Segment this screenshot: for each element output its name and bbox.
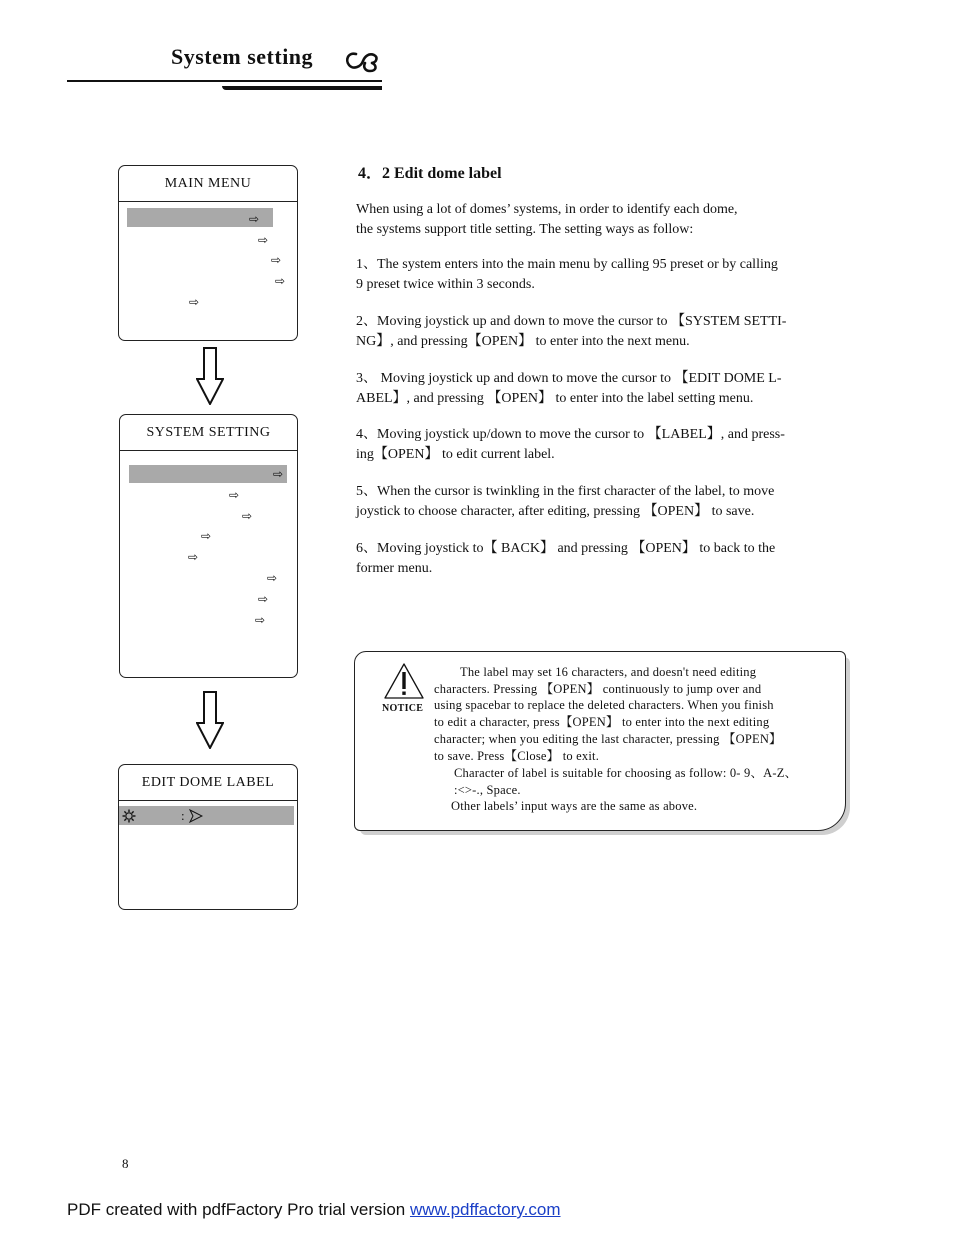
- arrow-right-icon: ⇨: [258, 592, 269, 606]
- edit-dome-label-box: [118, 764, 298, 910]
- header-rule: [67, 80, 382, 82]
- section-title: 4．2 Edit dome label: [358, 165, 502, 182]
- notice-line: to save. Press【Close】 to exit.: [434, 749, 600, 763]
- paragraph: 6、Moving joystick to【 BACK】 and pressing 【OPEN】 to back to the former menu.: [356, 541, 776, 576]
- page-title: System setting: [171, 44, 314, 69]
- arrow-right-icon: ⇨: [189, 295, 200, 309]
- arrow-right-icon: ⇨: [267, 571, 278, 585]
- header-rule-thick: [222, 86, 382, 90]
- paragraph: When using a lot of domes’ systems, in order to identify each dome, the systems support title setting. The setting ways as follow:: [356, 202, 738, 237]
- notice-line: Other labels’ input ways are the same as above.: [451, 799, 698, 813]
- notice-label: NOTICE: [382, 703, 424, 714]
- gear-icon: [122, 809, 136, 823]
- page-number: 8: [122, 1156, 129, 1171]
- arrow-right-icon: ⇨: [201, 529, 212, 543]
- menu-divider: [120, 450, 297, 451]
- arrow-right-icon: ⇨: [249, 212, 260, 226]
- notice-line: using spacebar to replace the deleted characters. When you finish: [434, 698, 774, 712]
- menu-highlight-row[interactable]: [129, 465, 287, 483]
- notice-line: Character of label is suitable for choosing as follow: 0- 9、A-Z、: [454, 766, 798, 780]
- down-arrow-icon: [196, 691, 224, 749]
- arrow-right-icon: ⇨: [258, 233, 269, 247]
- warning-icon: [383, 662, 425, 700]
- arrow-right-icon: ⇨: [271, 253, 282, 267]
- main-menu-box: [118, 165, 298, 341]
- arrow-right-icon: ⇨: [275, 274, 286, 288]
- menu-divider: [119, 201, 297, 202]
- arrow-right-icon: ⇨: [255, 613, 266, 627]
- notice-line: character; when you editing the last character, pressing 【OPEN】: [434, 732, 782, 746]
- paragraph: 4、Moving joystick up/down to move the cursor to 【LABEL】, and press- ing【OPEN】 to edit current label.: [356, 427, 785, 462]
- paragraph: 2、Moving joystick up and down to move the cursor to 【SYSTEM SETTI- NG】, and pressing【OPEN】 to enter into the next menu.: [356, 314, 787, 349]
- edit-dome-label-title: EDIT DOME LABEL: [141, 775, 275, 790]
- footer-link[interactable]: www.pdffactory.com: [409, 1200, 561, 1219]
- paragraph: 5、When the cursor is twinkling in the first character of the label, to move joystick to choose character, after editing, pressing 【OPEN】 to save.: [356, 484, 775, 519]
- notice-line: to edit a character, press【OPEN】 to enter into the next editing: [434, 715, 770, 729]
- cursor-pointer-icon: [189, 809, 203, 823]
- paragraph: 1、The system enters into the main menu by calling 95 preset or by calling 9 preset twice within 3 seconds.: [356, 257, 778, 292]
- system-setting-box: [119, 414, 298, 678]
- menu-divider: [119, 800, 297, 801]
- arrow-right-icon: ⇨: [188, 550, 199, 564]
- notice-line: :<>-., Space.: [454, 783, 521, 797]
- ornament-icon: [344, 48, 380, 74]
- main-menu-title: MAIN MENU: [164, 176, 252, 191]
- system-setting-title: SYSTEM SETTING: [146, 425, 271, 440]
- footer-text: PDF created with pdfFactory Pro trial version: [67, 1200, 410, 1219]
- notice-line: characters. Pressing 【OPEN】 continuously to jump over and: [434, 682, 762, 696]
- down-arrow-icon: [196, 347, 224, 405]
- notice-line: The label may set 16 characters, and doesn't need editing: [460, 665, 757, 679]
- label-colon: :: [181, 808, 185, 823]
- arrow-right-icon: ⇨: [242, 509, 253, 523]
- arrow-right-icon: ⇨: [229, 488, 240, 502]
- arrow-right-icon: ⇨: [273, 467, 284, 481]
- pdf-footer: [67, 1200, 561, 1220]
- paragraph: 3、 Moving joystick up and down to move the cursor to 【EDIT DOME L- ABEL】, and pressing 【OPEN】 to enter into the label setting menu.: [356, 371, 782, 406]
- menu-highlight-row[interactable]: [119, 806, 294, 825]
